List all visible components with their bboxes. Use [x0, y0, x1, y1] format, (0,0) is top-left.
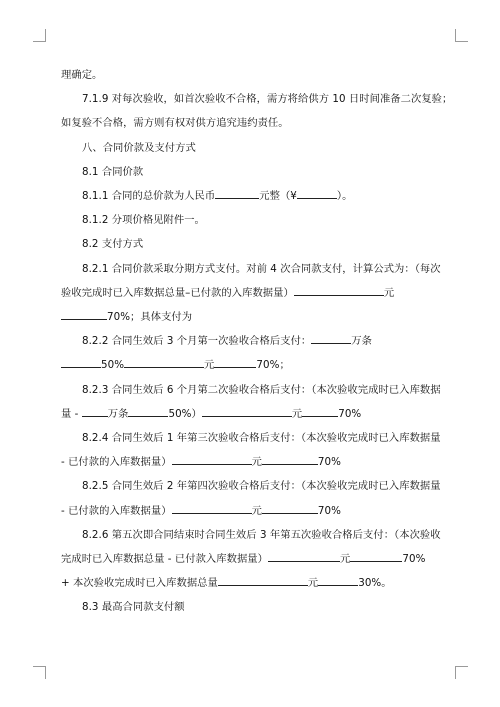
document-body — [61, 63, 453, 620]
clause-text: ）。 — [336, 190, 353, 203]
paragraph-line — [61, 281, 441, 305]
section-heading: 八、合同价款及支付方式 — [82, 141, 196, 154]
clause-8-2-3: 8.2.3 合同生效后 6 个月第二次验收合格后支付：（本次验收完成时已入库数据 — [82, 383, 441, 396]
clause-text: 完成时已入库数据总量 - 已付款入库数据量） — [61, 553, 269, 566]
paragraph-line — [61, 571, 441, 595]
clause-text: 验收完成时已入库数据总量–已付款的入库数据量） — [61, 286, 294, 299]
blank-field[interactable] — [172, 503, 252, 514]
blank-field[interactable] — [61, 309, 107, 320]
clause-text: 8.2.2 合同生效后 3 个月第一次验收合格后支付： — [82, 335, 312, 348]
clause-text: 元 — [291, 407, 303, 420]
clause-text: 70% — [317, 456, 341, 469]
corner-crop-mark-bottom-right — [455, 666, 468, 679]
clause-text: 元 — [251, 504, 262, 517]
paragraph-line: 理确定。 — [61, 69, 103, 81]
clause-8-1-1 — [61, 184, 441, 208]
paragraph-line — [61, 353, 441, 377]
paragraph-line — [61, 305, 441, 329]
clause-text: - 已付款的入库数据量） — [61, 456, 172, 469]
clause-text: 万条 — [107, 407, 129, 420]
clause-text: - 已付款的入库数据量） — [61, 504, 172, 517]
clause-text: 70%； — [256, 359, 290, 372]
clause-8-2-1: 8.2.1 合同价款采取分期方式支付。对前 4 次合同款支付，计算公式为：（每次 — [82, 262, 441, 275]
clause-7-1-9: 7.1.9 对每次验收，如首次验收不合格，需方将给供方 10 日时间准备二次复验； — [82, 93, 453, 106]
clause-text: 50% — [101, 359, 125, 372]
clause-8-2-2 — [61, 329, 441, 353]
clause-text: + 本次验收完成时已入库数据总量 — [61, 577, 218, 590]
corner-crop-mark-top-right — [455, 29, 468, 42]
blank-field[interactable] — [294, 285, 384, 296]
clause-text: 元 — [251, 456, 262, 469]
blank-field[interactable] — [172, 454, 252, 465]
clause-text: 元 — [307, 577, 319, 590]
blank-field[interactable] — [350, 551, 402, 562]
blank-field[interactable] — [262, 503, 318, 514]
blank-field[interactable] — [202, 406, 292, 417]
subsection-heading: 8.2 支付方式 — [82, 238, 144, 251]
clause-text: 量 - — [61, 407, 82, 420]
clause-8-2-6: 8.2.6 第五次即合同结束时合同生效后 3 年第五次验收合格后支付：（本次验收 — [82, 528, 441, 541]
blank-field[interactable] — [215, 188, 259, 199]
blank-field[interactable] — [128, 406, 168, 417]
blank-field[interactable] — [318, 575, 358, 586]
paragraph-line — [61, 402, 441, 426]
subsection-heading: 8.3 最高合同款支付额 — [82, 601, 185, 614]
clause-text: 8.1.1 合同的总价款为人民币 — [82, 190, 216, 203]
clause-text: 元 — [383, 286, 395, 299]
paragraph-line — [61, 450, 441, 474]
subsection-heading: 8.1 合同价款 — [82, 165, 144, 178]
clause-text: 70% — [317, 504, 341, 517]
paragraph-line: 如复验不合格，需方则有权对供方追究违约责任。 — [61, 117, 289, 130]
blank-field[interactable] — [311, 333, 351, 344]
blank-field[interactable] — [214, 357, 256, 368]
blank-field[interactable] — [302, 406, 338, 417]
clause-8-1-2: 8.1.2 分项价格见附件一。 — [82, 214, 205, 227]
clause-text: 70% — [402, 553, 426, 566]
clause-text: 70%；具体支付为 — [107, 311, 193, 324]
clause-text: 元 — [204, 359, 215, 372]
clause-text: 元整（¥ — [259, 190, 297, 203]
blank-field[interactable] — [218, 575, 308, 586]
clause-8-2-4: 8.2.4 合同生效后 1 年第三次验收合格后支付：（本次验收完成时已入库数据量 — [82, 432, 441, 445]
clause-text: 元 — [340, 553, 351, 566]
corner-crop-mark-bottom-left — [33, 666, 46, 679]
clause-text: 50%） — [168, 407, 202, 420]
blank-field[interactable] — [262, 454, 318, 465]
blank-field[interactable] — [124, 357, 204, 368]
paragraph-line — [61, 547, 441, 571]
blank-field[interactable] — [61, 357, 101, 368]
corner-crop-mark-top-left — [33, 29, 46, 42]
blank-field[interactable] — [82, 406, 108, 417]
clause-text: 30%。 — [358, 577, 392, 590]
clause-text: 70% — [338, 407, 362, 420]
clause-8-2-5: 8.2.5 合同生效后 2 年第四次验收合格后支付：（本次验收完成时已入库数据量 — [82, 480, 441, 493]
paragraph-line — [61, 499, 441, 523]
blank-field[interactable] — [268, 551, 340, 562]
clause-text: 万条 — [351, 335, 372, 348]
blank-field[interactable] — [297, 188, 337, 199]
